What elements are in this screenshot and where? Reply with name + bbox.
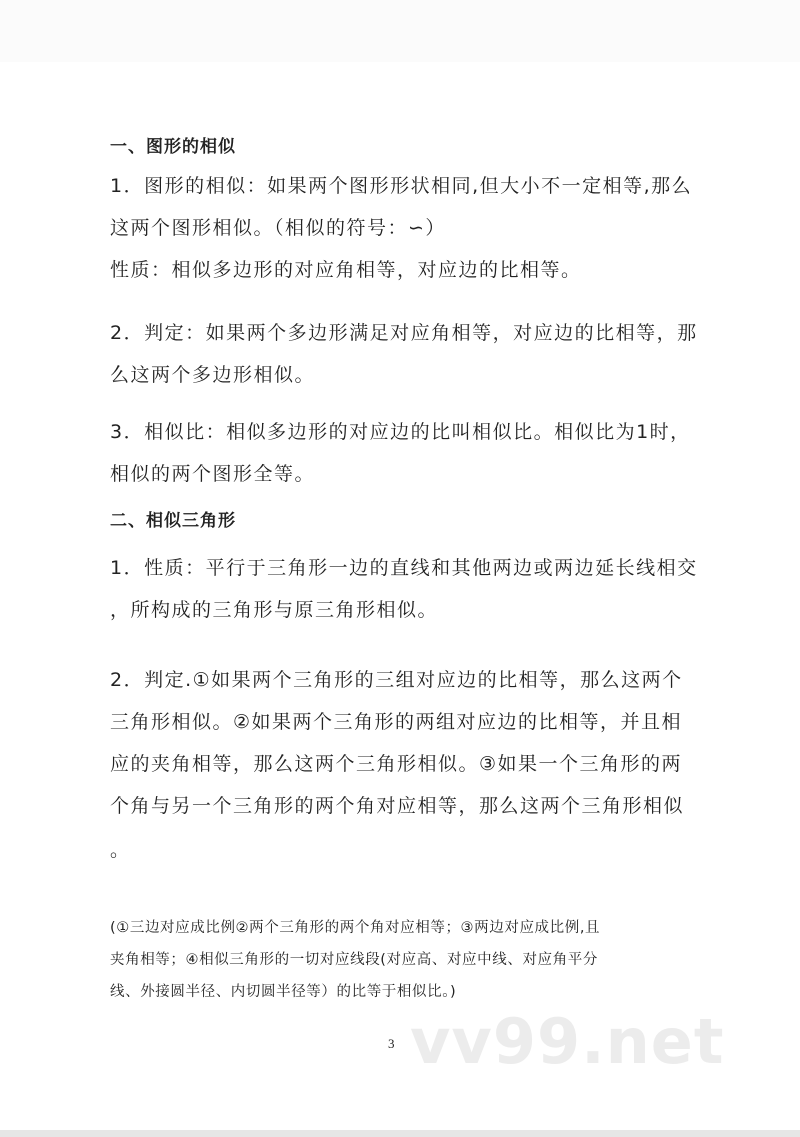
paragraph-line: 。 [110, 839, 131, 861]
paragraph-line: 3．相似比：相似多边形的对应边的比叫相似比。相似比为1时， [110, 421, 691, 443]
section-2-heading: 二、相似三角形 [110, 511, 236, 531]
paragraph-line: 1．图形的相似：如果两个图形形状相同,但大小不一定相等,那么 [110, 175, 693, 197]
page-number: 3 [388, 1036, 395, 1051]
paragraph-line: 应的夹角相等，那么这两个三角形相似。③如果一个三角形的两 [110, 753, 683, 775]
page-header-band [0, 0, 800, 62]
page-bottom-edge [0, 1130, 800, 1137]
note-line: 夹角相等；④相似三角形的一切对应线段(对应高、对应中线、对应角平分 [110, 952, 598, 968]
watermark: vv99.net [410, 1005, 725, 1078]
note-line: (①三边对应成比例②两个三角形的两个角对应相等；③两边对应成比例,且 [110, 920, 601, 936]
paragraph-line: 相似的两个图形全等。 [110, 463, 316, 485]
paragraph-line: 么这两个多边形相似。 [110, 364, 316, 386]
paragraph-line: 性质：相似多边形的对应角相等，对应边的比相等。 [110, 259, 582, 281]
paragraph-line: 三角形相似。②如果两个三角形的两组对应边的比相等，并且相 [110, 711, 683, 733]
note-line: 线、外接圆半径、内切圆半径等）的比等于相似比。) [110, 984, 457, 1000]
paragraph-line: 这两个图形相似。（相似的符号：∽） [110, 217, 446, 239]
paragraph-line: ，所构成的三角形与原三角形相似。 [110, 599, 439, 621]
paragraph-line: 2．判定.①如果两个三角形的三组对应边的比相等，那么这两个 [110, 669, 683, 691]
paragraph-line: 个角与另一个三角形的两个角对应相等，那么这两个三角形相似 [110, 795, 685, 817]
paragraph-line: 2．判定：如果两个多边形满足对应角相等，对应边的比相等，那 [110, 322, 698, 344]
section-1-heading: 一、图形的相似 [110, 137, 236, 157]
paragraph-line: 1．性质：平行于三角形一边的直线和其他两边或两边延长线相交 [110, 557, 698, 579]
